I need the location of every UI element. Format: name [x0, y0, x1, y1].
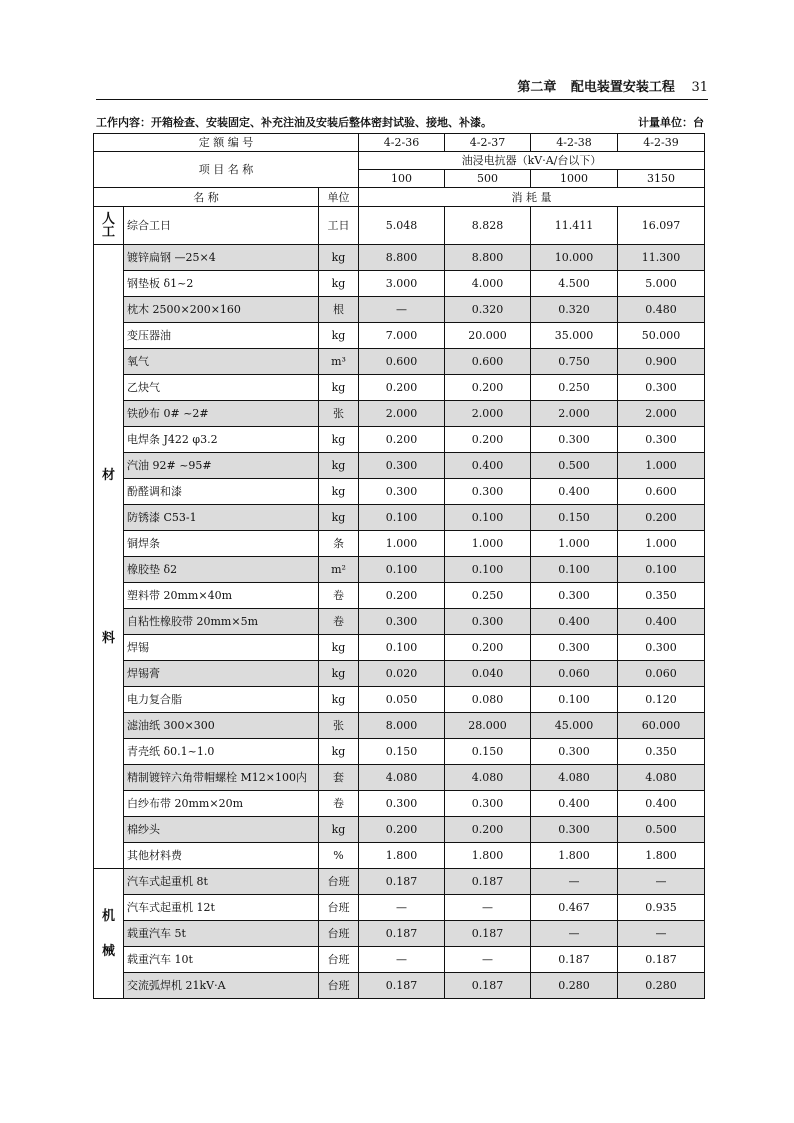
- material-name: 钢垫板 δ1~2: [124, 271, 319, 297]
- material-value: 0.100: [618, 557, 705, 583]
- material-value: 4.080: [531, 765, 618, 791]
- material-value: 0.060: [531, 661, 618, 687]
- material-value: 0.200: [359, 583, 445, 609]
- material-unit: kg: [319, 271, 359, 297]
- material-name: 枕木 2500×200×160: [124, 297, 319, 323]
- material-row: [94, 375, 705, 401]
- material-cat-char-2: 料: [101, 630, 115, 646]
- material-value: 2.000: [531, 401, 618, 427]
- material-value: 0.200: [445, 375, 531, 401]
- machinery-value: —: [359, 895, 445, 921]
- material-value: 45.000: [531, 713, 618, 739]
- material-value: 0.320: [445, 297, 531, 323]
- material-value: 0.080: [445, 687, 531, 713]
- material-unit: kg: [319, 505, 359, 531]
- quota-no-label: 定 额 编 号: [94, 134, 359, 152]
- machinery-name: 载重汽车 10t: [124, 947, 319, 973]
- machinery-name: 交流弧焊机 21kV·A: [124, 973, 319, 999]
- capacity-cell: 100: [359, 170, 445, 188]
- material-value: 0.300: [445, 609, 531, 635]
- labor-value: 16.097: [618, 207, 705, 245]
- machinery-value: 0.187: [359, 973, 445, 999]
- labor-cat-char-2: 工: [101, 224, 115, 240]
- material-unit: 根: [319, 297, 359, 323]
- machinery-value: 0.187: [359, 921, 445, 947]
- machinery-row: [94, 869, 705, 895]
- material-value: 0.200: [445, 635, 531, 661]
- capacity-cell: 3150: [618, 170, 705, 188]
- material-row: [94, 739, 705, 765]
- labor-cat-char-1: 人: [101, 211, 115, 227]
- material-unit: kg: [319, 635, 359, 661]
- material-unit: m³: [319, 349, 359, 375]
- capacity-cell: 500: [445, 170, 531, 188]
- material-row: [94, 817, 705, 843]
- material-name: 焊锡: [124, 635, 319, 661]
- group-label: 油浸电抗器（kV·A/台以下）: [359, 152, 705, 170]
- material-name: 变压器油: [124, 323, 319, 349]
- material-value: 0.400: [618, 609, 705, 635]
- material-value: 0.200: [445, 817, 531, 843]
- unit-label: 计量单位：台: [638, 116, 704, 129]
- machinery-value: 0.187: [445, 869, 531, 895]
- material-name: 焊锡膏: [124, 661, 319, 687]
- machinery-category: [94, 869, 124, 999]
- material-unit: 卷: [319, 583, 359, 609]
- machinery-unit: 台班: [319, 947, 359, 973]
- material-value: 4.080: [618, 765, 705, 791]
- machinery-row: [94, 921, 705, 947]
- machinery-value: —: [445, 895, 531, 921]
- material-value: 1.000: [618, 453, 705, 479]
- material-value: 4.000: [445, 271, 531, 297]
- material-row: [94, 635, 705, 661]
- material-value: 0.400: [531, 609, 618, 635]
- material-value: 1.800: [445, 843, 531, 869]
- quota-table-body: [94, 134, 705, 999]
- material-name: 电力复合脂: [124, 687, 319, 713]
- machinery-row: [94, 973, 705, 999]
- machinery-name: 载重汽车 5t: [124, 921, 319, 947]
- material-value: 0.900: [618, 349, 705, 375]
- material-value: 0.300: [531, 817, 618, 843]
- material-unit: kg: [319, 661, 359, 687]
- machinery-unit: 台班: [319, 973, 359, 999]
- material-value: 0.250: [445, 583, 531, 609]
- material-value: 28.000: [445, 713, 531, 739]
- material-row: [94, 557, 705, 583]
- machinery-unit: 台班: [319, 869, 359, 895]
- material-unit: kg: [319, 323, 359, 349]
- work-content: 工作内容：开箱检查、安装固定、补充注油及安装后整体密封试验、接地、补漆。: [96, 116, 492, 129]
- material-value: 0.250: [531, 375, 618, 401]
- material-value: 0.480: [618, 297, 705, 323]
- code-cell: 4-2-38: [531, 134, 618, 152]
- material-value: 0.150: [445, 739, 531, 765]
- machinery-value: 0.280: [618, 973, 705, 999]
- chapter-title: 配电装置安装工程: [570, 80, 675, 95]
- material-value: 0.300: [618, 375, 705, 401]
- material-unit: kg: [319, 687, 359, 713]
- material-value: 5.000: [618, 271, 705, 297]
- material-value: 0.060: [618, 661, 705, 687]
- material-value: 4.080: [445, 765, 531, 791]
- labor-value: 5.048: [359, 207, 445, 245]
- material-value: 4.080: [359, 765, 445, 791]
- material-name: 滤油纸 300×300: [124, 713, 319, 739]
- material-unit: 卷: [319, 791, 359, 817]
- material-value: 11.300: [618, 245, 705, 271]
- labor-row: [94, 207, 705, 245]
- machinery-value: 0.187: [359, 869, 445, 895]
- material-value: 2.000: [445, 401, 531, 427]
- machinery-value: 0.467: [531, 895, 618, 921]
- material-name: 棉纱头: [124, 817, 319, 843]
- material-value: 0.040: [445, 661, 531, 687]
- material-name: 电焊条 J422 φ3.2: [124, 427, 319, 453]
- material-value: 0.100: [359, 505, 445, 531]
- col-unit-label: 单位: [319, 188, 359, 207]
- material-name: 乙炔气: [124, 375, 319, 401]
- material-row: [94, 323, 705, 349]
- material-name: 精制镀锌六角带帽螺栓 M12×100内: [124, 765, 319, 791]
- material-unit: kg: [319, 479, 359, 505]
- material-value: 0.200: [359, 817, 445, 843]
- material-unit: 条: [319, 531, 359, 557]
- material-value: 0.200: [359, 427, 445, 453]
- material-row: [94, 687, 705, 713]
- quota-table: [93, 133, 705, 999]
- work-content-line: [96, 114, 708, 130]
- material-value: 0.320: [531, 297, 618, 323]
- material-value: 1.800: [618, 843, 705, 869]
- material-row: [94, 479, 705, 505]
- material-value: 0.300: [531, 635, 618, 661]
- material-value: 0.300: [445, 479, 531, 505]
- material-unit: 套: [319, 765, 359, 791]
- machinery-value: 0.187: [618, 947, 705, 973]
- material-value: 0.120: [618, 687, 705, 713]
- material-name: 青壳纸 δ0.1~1.0: [124, 739, 319, 765]
- material-name: 白纱布带 20mm×20m: [124, 791, 319, 817]
- material-value: 0.100: [531, 687, 618, 713]
- machinery-row: [94, 895, 705, 921]
- material-value: 0.500: [618, 817, 705, 843]
- item-name-label: 项 目 名 称: [94, 152, 359, 188]
- material-value: 0.100: [531, 557, 618, 583]
- labor-name: 综合工日: [124, 207, 319, 245]
- material-value: 0.400: [445, 453, 531, 479]
- machinery-unit: 台班: [319, 921, 359, 947]
- material-value: 1.000: [359, 531, 445, 557]
- material-value: 0.050: [359, 687, 445, 713]
- material-name: 镀锌扁钢 —25×4: [124, 245, 319, 271]
- material-value: 0.020: [359, 661, 445, 687]
- labor-value: 11.411: [531, 207, 618, 245]
- material-unit: 卷: [319, 609, 359, 635]
- material-row: [94, 453, 705, 479]
- material-cat-char-1: 材: [101, 467, 115, 483]
- col-name-label: 名 称: [94, 188, 319, 207]
- machinery-value: 0.280: [531, 973, 618, 999]
- material-value: 0.300: [531, 583, 618, 609]
- material-value: 1.000: [445, 531, 531, 557]
- machinery-value: 0.187: [531, 947, 618, 973]
- material-row: [94, 843, 705, 869]
- machinery-value: —: [445, 947, 531, 973]
- material-value: 0.150: [359, 739, 445, 765]
- machinery-row: [94, 947, 705, 973]
- material-name: 其他材料费: [124, 843, 319, 869]
- machinery-value: 0.187: [445, 973, 531, 999]
- material-value: 0.100: [445, 557, 531, 583]
- material-value: 0.350: [618, 583, 705, 609]
- material-unit: %: [319, 843, 359, 869]
- material-value: 0.150: [531, 505, 618, 531]
- material-value: 60.000: [618, 713, 705, 739]
- material-value: —: [359, 297, 445, 323]
- header-row-group: [94, 152, 705, 170]
- material-value: 0.300: [359, 453, 445, 479]
- header-row-codes: [94, 134, 705, 152]
- material-value: 0.300: [618, 427, 705, 453]
- material-row: [94, 245, 705, 271]
- material-value: 1.800: [531, 843, 618, 869]
- code-cell: 4-2-39: [618, 134, 705, 152]
- machinery-value: —: [618, 921, 705, 947]
- material-value: 0.300: [618, 635, 705, 661]
- material-value: 0.100: [359, 557, 445, 583]
- machinery-cat-char-1: 机: [101, 908, 115, 924]
- material-value: 0.300: [359, 791, 445, 817]
- material-row: [94, 583, 705, 609]
- material-row: [94, 271, 705, 297]
- header-row-columns: [94, 188, 705, 207]
- machinery-value: —: [618, 869, 705, 895]
- material-value: 0.100: [445, 505, 531, 531]
- material-value: 0.300: [445, 791, 531, 817]
- material-name: 塑料带 20mm×40m: [124, 583, 319, 609]
- material-value: 2.000: [359, 401, 445, 427]
- machinery-value: 0.935: [618, 895, 705, 921]
- material-value: 0.300: [531, 739, 618, 765]
- material-unit: m²: [319, 557, 359, 583]
- material-value: 1.000: [531, 531, 618, 557]
- machinery-value: 0.187: [445, 921, 531, 947]
- machinery-unit: 台班: [319, 895, 359, 921]
- material-row: [94, 661, 705, 687]
- material-value: 8.000: [359, 713, 445, 739]
- material-value: 0.350: [618, 739, 705, 765]
- material-value: 0.200: [618, 505, 705, 531]
- material-value: 0.300: [359, 479, 445, 505]
- page-header: [96, 76, 708, 98]
- material-unit: kg: [319, 817, 359, 843]
- material-value: 0.600: [445, 349, 531, 375]
- material-value: 0.750: [531, 349, 618, 375]
- material-value: 0.100: [359, 635, 445, 661]
- material-value: 0.400: [618, 791, 705, 817]
- machinery-name: 汽车式起重机 12t: [124, 895, 319, 921]
- material-row: [94, 427, 705, 453]
- material-name: 防锈漆 C53-1: [124, 505, 319, 531]
- material-unit: 张: [319, 401, 359, 427]
- material-value: 1.000: [618, 531, 705, 557]
- machinery-name: 汽车式起重机 8t: [124, 869, 319, 895]
- material-row: [94, 531, 705, 557]
- material-name: 铜焊条: [124, 531, 319, 557]
- material-value: 35.000: [531, 323, 618, 349]
- machinery-value: —: [359, 947, 445, 973]
- material-unit: kg: [319, 245, 359, 271]
- material-name: 铁砂布 0# ~2#: [124, 401, 319, 427]
- code-cell: 4-2-36: [359, 134, 445, 152]
- material-row: [94, 609, 705, 635]
- material-value: 3.000: [359, 271, 445, 297]
- material-name: 橡胶垫 δ2: [124, 557, 319, 583]
- material-value: 0.300: [359, 609, 445, 635]
- col-consumption-label: 消 耗 量: [359, 188, 705, 207]
- material-unit: kg: [319, 453, 359, 479]
- material-name: 酚醛调和漆: [124, 479, 319, 505]
- material-name: 自粘性橡胶带 20mm×5m: [124, 609, 319, 635]
- material-value: 7.000: [359, 323, 445, 349]
- material-value: 1.800: [359, 843, 445, 869]
- material-value: 0.400: [531, 479, 618, 505]
- material-row: [94, 401, 705, 427]
- machinery-value: —: [531, 921, 618, 947]
- material-value: 8.800: [359, 245, 445, 271]
- material-value: 0.600: [618, 479, 705, 505]
- material-row: [94, 297, 705, 323]
- material-value: 2.000: [618, 401, 705, 427]
- material-value: 0.400: [531, 791, 618, 817]
- material-unit: kg: [319, 427, 359, 453]
- chapter-label: 第二章: [517, 80, 557, 95]
- labor-category: [94, 207, 124, 245]
- material-row: [94, 791, 705, 817]
- material-value: 0.200: [359, 375, 445, 401]
- material-row: [94, 349, 705, 375]
- material-value: 0.600: [359, 349, 445, 375]
- material-row: [94, 505, 705, 531]
- material-value: 8.800: [445, 245, 531, 271]
- labor-value: 8.828: [445, 207, 531, 245]
- material-value: 50.000: [618, 323, 705, 349]
- material-unit: kg: [319, 739, 359, 765]
- material-value: 10.000: [531, 245, 618, 271]
- header-rule: [96, 99, 708, 100]
- material-row: [94, 765, 705, 791]
- material-value: 0.500: [531, 453, 618, 479]
- material-unit: 张: [319, 713, 359, 739]
- material-value: 4.500: [531, 271, 618, 297]
- material-value: 0.200: [445, 427, 531, 453]
- material-row: [94, 713, 705, 739]
- material-value: 20.000: [445, 323, 531, 349]
- machinery-value: —: [531, 869, 618, 895]
- material-value: 0.300: [531, 427, 618, 453]
- material-name: 氧气: [124, 349, 319, 375]
- code-cell: 4-2-37: [445, 134, 531, 152]
- machinery-cat-char-2: 械: [101, 943, 115, 959]
- material-category: [94, 245, 124, 869]
- labor-unit: 工日: [319, 207, 359, 245]
- page-number: 31: [691, 80, 708, 95]
- material-unit: kg: [319, 375, 359, 401]
- material-name: 汽油 92# ~95#: [124, 453, 319, 479]
- capacity-cell: 1000: [531, 170, 618, 188]
